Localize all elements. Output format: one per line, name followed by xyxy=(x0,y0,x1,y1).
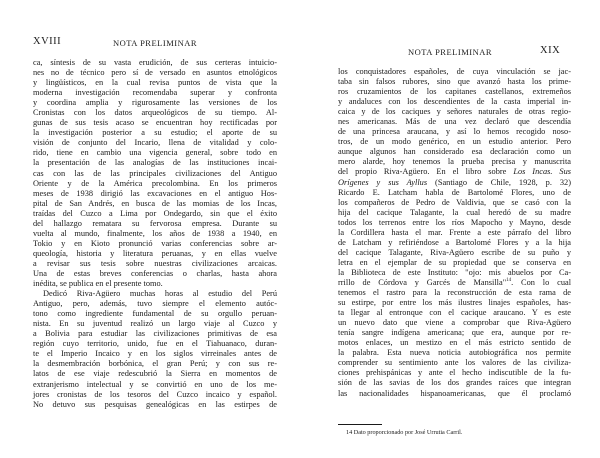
text-line: Cronistas con los datos arqueológicos de su tiempo. Al- xyxy=(33,108,277,118)
text-line: caica y de los caciques y señores naturales de otras regio- xyxy=(338,107,571,117)
text-line: los conquistadores españoles, de cuya vinculación se jac- xyxy=(338,67,571,76)
text-line xyxy=(338,167,571,177)
text-line: meses de 1938 dirigió las excavaciones en el antiguo Hos- xyxy=(33,188,277,198)
text-line: de Latcham y refiriéndose a Bartolomé Flores y a la hija xyxy=(338,237,571,247)
text-line: inédita, se publica en el presente tomo. xyxy=(33,279,163,289)
text-fragment: rrillo de Córdova y Garcés de Mansilla" xyxy=(338,277,507,287)
footnote-rule xyxy=(338,424,382,425)
text-line: nes americanas. Más de una vez declaró que descendía xyxy=(338,117,571,127)
text-line: aunque algunos han considerado esa declaración como un xyxy=(338,147,571,157)
text-fragment: del propio Riva-Agüero. En el libro sobre xyxy=(338,167,507,177)
text-line: hija del cacique Talagante, la cual heredó de su madre xyxy=(338,207,571,217)
text-line xyxy=(338,278,571,288)
text-line: y lingüísticos, en la cual revisa puntos de vista que la xyxy=(33,78,277,88)
book-title: Orígenes y sus Ayllus xyxy=(338,177,428,187)
text-line: las nacionalidades hispanoamericanas, que él proclamó xyxy=(338,388,571,398)
text-line: los compañeros de Pedro de Valdivia, que se casó con la xyxy=(338,197,571,207)
text-line: taba sin falsos rubores, sino que avanzó hasta los prime- xyxy=(338,77,571,87)
text-line: Oriente y de la América precolombina. En los primeros xyxy=(33,178,277,188)
page-number: XIX xyxy=(540,45,561,56)
text-line: todos los terrenos entre los ríos Mapocho y Mayno, desde xyxy=(338,217,571,227)
text-line: la presentación de las analogías de las instituciones incai- xyxy=(33,158,277,168)
text-line: y andaluces con los descendientes de la casta imperial in- xyxy=(338,97,571,107)
text-line: la desmembración borbónica, el gran Perú; y con sus re- xyxy=(33,359,277,369)
text-line: tono como ingrediente fundamental de su orgullo peruan- xyxy=(33,309,277,319)
text-line: queología, historia y literatura peruanas, y en ellas vuelve xyxy=(33,248,277,258)
text-line: te el Imperio Incaico y en los siglos virreinales antes de xyxy=(33,349,277,359)
footnote: 14 Dato proporcionado por José Urrutia Carril. xyxy=(346,429,463,436)
text-line: y coordina amplia y rigurosamente las versiones de los xyxy=(33,98,277,108)
text-line: ros cruzamientos de los capitanes castellanos, extremeños xyxy=(338,87,571,97)
text-line xyxy=(338,178,571,188)
text-line: la palabra. Esta nueva noticia autobiográfica nos permite xyxy=(338,348,571,358)
text-line: Dedicó Riva-Agüero muchas horas al estudio del Perú xyxy=(43,289,277,299)
text-line: ta llegar al entronque con el cacique araucano. Y es este xyxy=(338,308,571,318)
text-line: Una de estas breves conferencias o charlas, hasta ahora xyxy=(33,268,277,278)
text-line: Ricardo E. Latcham habla de Bartolomé Flores, uno de xyxy=(338,187,571,197)
text-line: latos de ese viaje redescubrió la Sierra en momentos de xyxy=(33,369,277,379)
text-line: tenía sangre indígena americana; que era, aunque por re- xyxy=(338,328,571,338)
body-text xyxy=(33,58,277,410)
text-line: comprender su sentimiento ante los valores de las civiliza- xyxy=(338,358,571,368)
text-line: nes no de técnico pero sí de versado en asuntos etnológicos xyxy=(33,68,277,78)
text-line: pital de San Andrés, en busca de las momias de los Incas, xyxy=(33,198,277,208)
text-line: gunas de sus tesis acaso se encuentran hoy rectificadas por xyxy=(33,118,277,128)
footnote-marker: 14 xyxy=(506,278,512,284)
citation-details: (Santiago de Chile, 1928, p. 32) xyxy=(435,177,571,187)
text-line: del cacique Talagante, Riva-Agüero escribe de su puño y xyxy=(338,247,571,257)
text-line: tenemos el rastro para la reconstrucción de esta rama de xyxy=(338,288,571,298)
text-line: jores cronistas de los tesoros del Cuzco incaico y español. xyxy=(33,389,277,399)
text-line: a revisar sus tesis sobre nuestras civilizaciones arcaicas. xyxy=(33,258,277,268)
right-page xyxy=(300,0,600,458)
text-line: No detuvo sus pesquisas genealógicas en las estirpes de xyxy=(33,399,277,409)
text-line: ca, síntesis de su vasta erudición, de sus certeras intuicio- xyxy=(33,58,277,67)
text-line: la investigación posterior a su estudio; el aporte de su xyxy=(33,128,277,138)
text-line: visión de conjunto del Incario, llena de vitalidad y colo- xyxy=(33,138,277,148)
book-title: Los Incas. Sus xyxy=(513,167,571,177)
text-line: la Cordillera hasta el mar. Frente a este párrafo del libro xyxy=(338,227,571,237)
text-line: ciones prehispánicas y ante el hecho indiscutible de la fu- xyxy=(338,368,571,378)
text-line: su estirpe, por entre los más ilustres linajes españoles, has- xyxy=(338,298,571,308)
text-line: del hallazgo rematara su fervorosa empresa. Durante su xyxy=(33,218,277,228)
text-line: rido, tiene en cambio una vigencia general, sobre todo en xyxy=(33,148,277,158)
text-line: la Biblioteca de este Instituto: "ojo: mis abuelos por Ca- xyxy=(338,267,571,277)
running-header: NOTA PRELIMINAR xyxy=(113,38,198,48)
text-line: región cuyo territorio, unido, fue en el Tiahuanaco, duran- xyxy=(33,339,277,349)
text-line: un nuevo dato que viene a comprobar que Riva-Agüero xyxy=(338,318,571,328)
text-line: sión de las savias de los dos grandes raíces que integran xyxy=(338,378,571,388)
running-header: NOTA PRELIMINAR xyxy=(408,47,493,57)
text-line: cas con las de las principales civilizaciones del Antiguo xyxy=(33,168,277,178)
text-line: motos enlaces, un mestizo en el más estricto sentido de xyxy=(338,338,571,348)
text-line: extranjerismo intelectual y se convirtió en uno de los me- xyxy=(33,379,277,389)
text-line: nista. En su juventud realizó un largo viaje al Cuzco y xyxy=(33,319,277,329)
text-line: traídas del Cuzco a Lima por Ondegardo, sin que el éxito xyxy=(33,208,277,218)
text-line: mero alarde, hoy tenemos la prueba precisa y manuscrita xyxy=(338,157,571,167)
text-fragment: . Con lo cual xyxy=(511,277,572,287)
page-number: XVIII xyxy=(33,36,62,47)
text-line: letra en el ejemplar de su propiedad que se conserva en xyxy=(338,257,571,267)
body-text xyxy=(338,67,571,399)
text-line: tros, de un modo genérico, en un estudio anterior. Pero xyxy=(338,137,571,147)
text-line: a Bolivia para estudiar las civilizaciones primitivas de esa xyxy=(33,329,277,339)
text-line: Antiguo, pero, además, tuvo siempre el elemento autóc- xyxy=(33,299,277,309)
text-line: Tokio y en Kioto pronunció varias conferencias sobre ar- xyxy=(33,238,277,248)
text-line: de una princesa araucana, y así lo hemos recogido noso- xyxy=(338,127,571,137)
text-line: moderna investigación recomendaba superar y confronta xyxy=(33,88,277,98)
text-line: vuelta al mundo, finalmente, los años de 1938 a 1940, en xyxy=(33,228,277,238)
